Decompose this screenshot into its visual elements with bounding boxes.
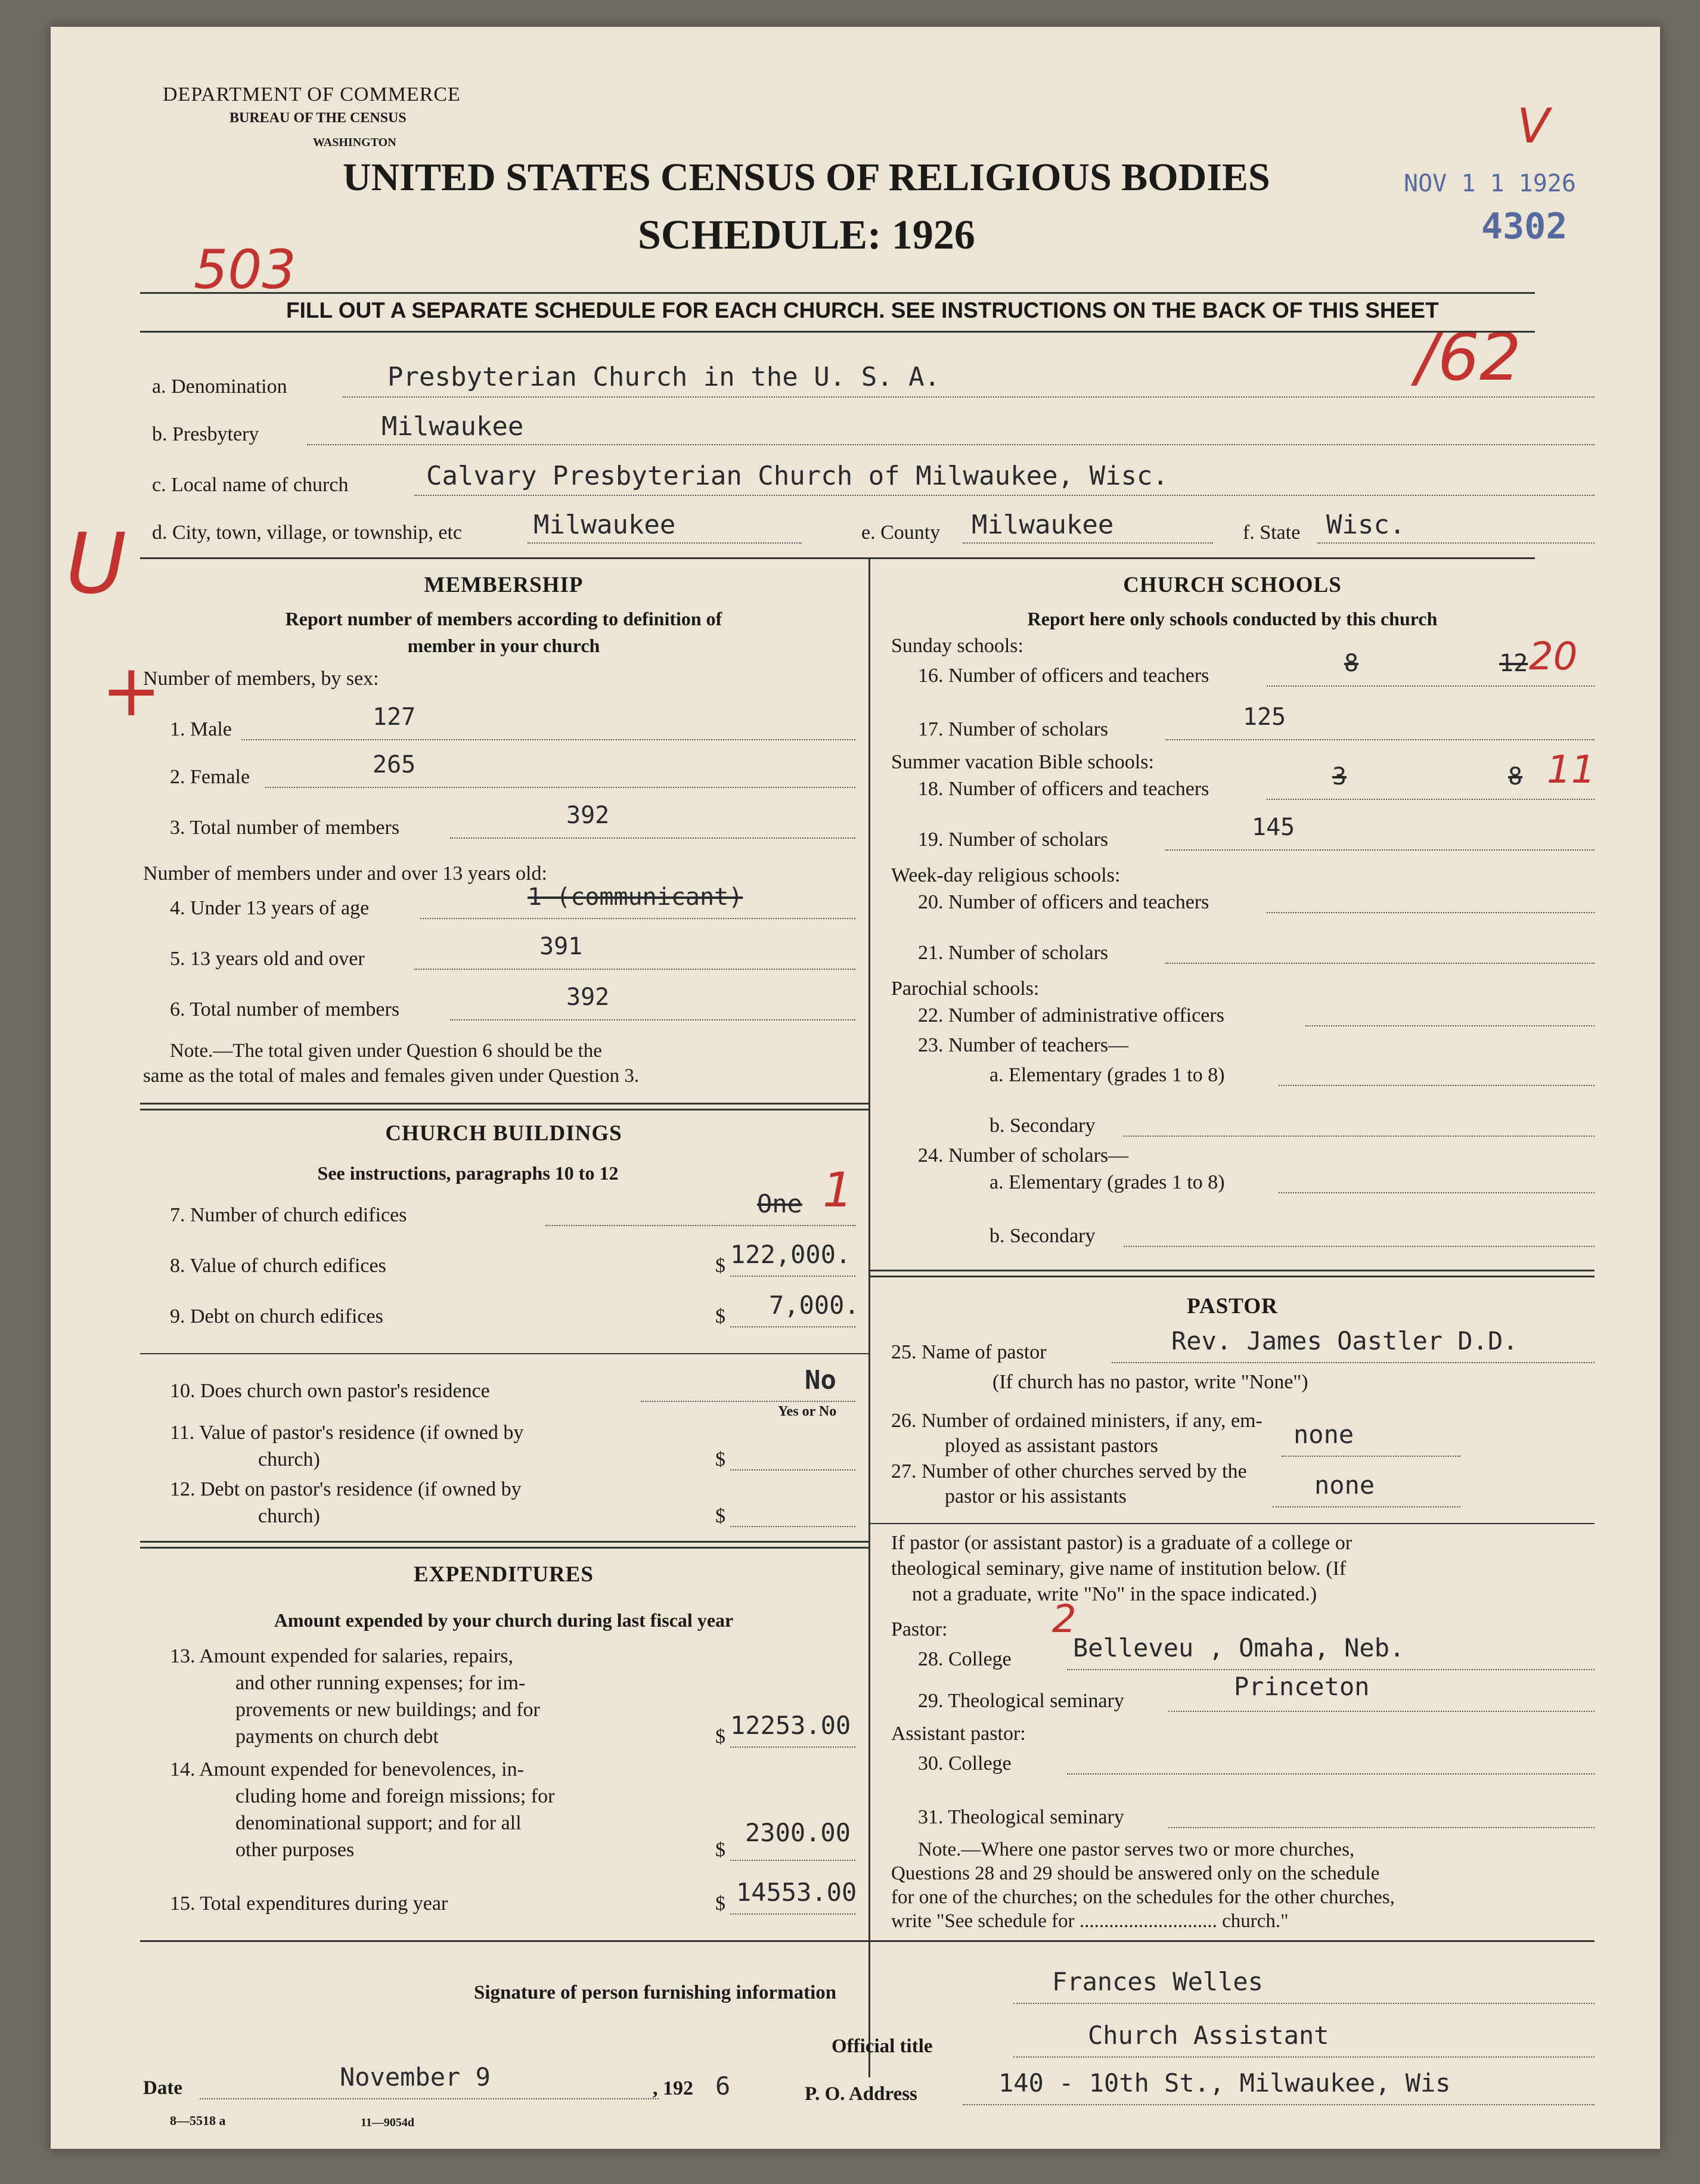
q7-label: 7. Number of church edifices [170,1204,407,1226]
year-suffix: 6 [715,2071,731,2101]
q28-value: Belleveu , Omaha, Neb. [1073,1633,1405,1662]
weekday-heading: Week-day religious schools: [891,864,1121,886]
dept-name: DEPARTMENT OF COMMERCE [163,83,461,106]
q15-dollar: $ [715,1893,725,1915]
q14-label-4: other purposes [235,1839,355,1861]
q26-label-2: ployed as assistant pastors [945,1435,1158,1457]
q10-label: 10. Does church own pastor's residence [170,1380,490,1402]
county-label: e. County [861,522,941,544]
q19-value: 145 [1252,814,1295,841]
pastor-note-3: for one of the churches; on the schedules for the other churches, [891,1887,1395,1908]
sunday-heading: Sunday schools: [891,635,1023,657]
q23a-label: a. Elementary (grades 1 to 8) [989,1064,1225,1086]
q25-label: 25. Name of pastor [891,1341,1047,1363]
q5-value: 391 [539,933,583,960]
q8-dollar: $ [715,1255,725,1277]
print-number: 11—9054d [361,2116,415,2129]
q15-label: 15. Total expenditures during year [170,1893,448,1915]
signature-value: Frances Welles [1052,1967,1264,1996]
q8-value: 122,000. [730,1240,851,1269]
q18-label: 18. Number of officers and teachers [918,778,1209,800]
q31-label: 31. Theological seminary [918,1806,1124,1828]
q18-hand-value: 11 [1547,748,1596,792]
buildings-title: CHURCH BUILDINGS [385,1121,622,1146]
membership-subtitle-2: member in your church [407,635,600,656]
q24b-label: b. Secondary [989,1225,1096,1247]
q6-value: 392 [566,984,610,1011]
q9-label: 9. Debt on church edifices [170,1305,383,1327]
q2-label: 2. Female [170,766,250,788]
q13-dollar: $ [715,1726,725,1748]
age-heading: Number of members under and over 13 years old: [143,863,547,885]
yes-no-caption: Yes or No [778,1404,837,1419]
q13-label-2: and other running expenses; for im- [235,1672,526,1694]
date-label: Date [143,2077,182,2099]
pastor-note-4: write "See schedule for ............................ church." [891,1910,1289,1932]
pastor-hand-mark: 2 [1052,1597,1077,1642]
q29-value: Princeton [1234,1672,1370,1701]
pastor-note-2: Questions 28 and 29 should be answered only on the schedule [891,1863,1380,1884]
q6-label: 6. Total number of members [170,998,400,1020]
bureau-name: BUREAU OF THE CENSUS [229,110,407,126]
denomination-label: a. Denomination [152,376,287,398]
q27-value: none [1314,1471,1375,1500]
q14-label-1: 14. Amount expended for benevolences, in- [170,1758,524,1780]
file-number-stamp: 4302 [1481,206,1568,247]
q16-hand-value: 20 [1529,635,1578,679]
q19-label: 19. Number of scholars [918,829,1109,851]
q26-label-1: 26. Number of ordained ministers, if any, em- [891,1410,1262,1432]
q26-value: none [1293,1420,1354,1449]
summer-heading: Summer vacation Bible schools: [891,751,1154,773]
q23b-label: b. Secondary [989,1115,1096,1137]
parochial-heading: Parochial schools: [891,978,1040,1000]
expenditures-subtitle: Amount expended by your church during last fiscal year [274,1609,734,1631]
q9-dollar: $ [715,1305,725,1327]
city-value: Milwaukee [533,510,676,540]
q18-value: 3 [1332,763,1347,790]
q21-label: 21. Number of scholars [918,942,1109,964]
q11-dollar: $ [715,1448,725,1471]
graduate-note-3: not a graduate, write "No" in the space indicated.) [912,1583,1317,1605]
q13-value: 12253.00 [730,1711,851,1740]
q10-value: No [805,1365,836,1395]
presbytery-value: Milwaukee [381,411,524,442]
q5-label: 5. 13 years old and over [170,948,365,970]
q1-label: 1. Male [170,718,232,740]
handwritten-number: 503 [194,238,296,301]
form-title: UNITED STATES CENSUS OF RELIGIOUS BODIES [343,156,1270,199]
county-value: Milwaukee [972,510,1114,540]
q16-label: 16. Number of officers and teachers [918,665,1209,687]
q16-value: 8 [1344,650,1359,677]
q14-label-2: cluding home and foreign missions; for [235,1785,555,1807]
church-name-value: Calvary Presbyterian Church of Milwaukee, Wisc. [426,461,1169,491]
instruction-banner: FILL OUT A SEPARATE SCHEDULE FOR EACH CHURCH. SEE INSTRUCTIONS ON THE BACK OF THIS SHEET [286,298,1439,322]
q13-label-1: 13. Amount expended for salaries, repairs, [170,1645,513,1667]
q12-label-1: 12. Debt on pastor's residence (if owned by [170,1478,522,1500]
city-name: WASHINGTON [313,136,396,149]
church-name-label: c. Local name of church [152,474,349,496]
q17-value: 125 [1243,703,1286,731]
pastor-heading: Pastor: [891,1618,948,1640]
q25-value: Rev. James Oastler D.D. [1171,1326,1518,1355]
handwritten-fraction: /62 [1416,319,1522,395]
graduate-note-1: If pastor (or assistant pastor) is a graduate of a college or [891,1532,1352,1554]
q14-label-3: denominational support; and for all [235,1812,522,1834]
by-sex-heading: Number of members, by sex: [143,668,379,690]
pastor-title: PASTOR [1187,1294,1278,1319]
q27-label-1: 27. Number of other churches served by the [891,1460,1247,1482]
form-number: 8—5518 a [170,2113,226,2128]
q16-corrected: 12 [1499,650,1528,677]
census-schedule-sheet [51,27,1660,2149]
q9-value: 7,000. [769,1290,860,1320]
q25-note: (If church has no pastor, write "None") [992,1371,1308,1393]
q13-label-3: provements or new buildings; and for [235,1699,540,1721]
handwritten-check: V [1517,98,1550,154]
q13-label-4: payments on church debt [235,1726,439,1748]
q20-label: 20. Number of officers and teachers [918,891,1209,913]
q12-label-2: church) [258,1505,320,1527]
year-prefix: , 192 [653,2077,693,2099]
handwritten-plus: + [101,650,162,733]
assistant-heading: Assistant pastor: [891,1723,1026,1745]
q18-corrected: 8 [1508,763,1523,790]
date-value: November 9 [340,2062,491,2092]
signature-label: Signature of person furnishing information [474,1982,837,2003]
q4-label: 4. Under 13 years of age [170,897,370,919]
address-label: P. O. Address [805,2083,917,2105]
expenditures-title: EXPENDITURES [414,1562,594,1587]
schedule-title: SCHEDULE: 1926 [638,212,975,258]
q24a-label: a. Elementary (grades 1 to 8) [989,1171,1225,1193]
q17-label: 17. Number of scholars [918,718,1109,740]
membership-title: MEMBERSHIP [424,573,584,597]
address-value: 140 - 10th St., Milwaukee, Wis [998,2068,1451,2098]
q2-value: 265 [373,751,416,778]
q1-value: 127 [373,703,416,731]
q3-value: 392 [566,802,610,829]
handwritten-u: U [66,516,127,613]
q11-label-2: church) [258,1448,320,1471]
schools-subtitle: Report here only schools conducted by this church [1027,608,1438,629]
membership-note-2: same as the total of males and females given under Question 3. [143,1065,640,1087]
schools-title: CHURCH SCHOOLS [1123,573,1342,597]
q22-label: 22. Number of administrative officers [918,1004,1224,1026]
official-title-label: Official title [832,2036,933,2057]
pastor-note-1: Note.—Where one pastor serves two or more churches, [918,1839,1355,1860]
q7-hand-value: 1 [823,1162,853,1218]
q7-value: One [757,1189,802,1218]
q11-label-1: 11. Value of pastor's residence (if owned by [170,1422,524,1444]
q3-label: 3. Total number of members [170,817,400,839]
official-title-value: Church Assistant [1088,2021,1329,2050]
q15-value: 14553.00 [736,1878,857,1907]
q23-label: 23. Number of teachers— [918,1034,1129,1056]
q27-label-2: pastor or his assistants [945,1485,1127,1507]
membership-subtitle-1: Report number of members according to definition of [285,608,722,629]
q12-dollar: $ [715,1505,725,1527]
q4-value: 1 (communicant) [528,883,743,911]
received-date-stamp: NOV 1 1 1926 [1404,170,1576,197]
denomination-value: Presbyterian Church in the U. S. A. [387,362,941,392]
membership-note-1: Note.—The total given under Question 6 should be the [170,1040,602,1062]
q29-label: 29. Theological seminary [918,1690,1124,1712]
q30-label: 30. College [918,1752,1012,1774]
buildings-subtitle: See instructions, paragraphs 10 to 12 [317,1162,619,1184]
q8-label: 8. Value of church edifices [170,1255,386,1277]
q14-dollar: $ [715,1839,725,1861]
q14-value: 2300.00 [745,1818,851,1847]
q24-label: 24. Number of scholars— [918,1144,1129,1167]
q28-label: 28. College [918,1648,1012,1670]
graduate-note-2: theological seminary, give name of institution below. (If [891,1558,1347,1580]
state-value: Wisc. [1326,510,1406,540]
city-label: d. City, town, village, or township, etc [152,522,463,544]
presbytery-label: b. Presbytery [152,423,259,445]
state-label: f. State [1243,522,1301,544]
